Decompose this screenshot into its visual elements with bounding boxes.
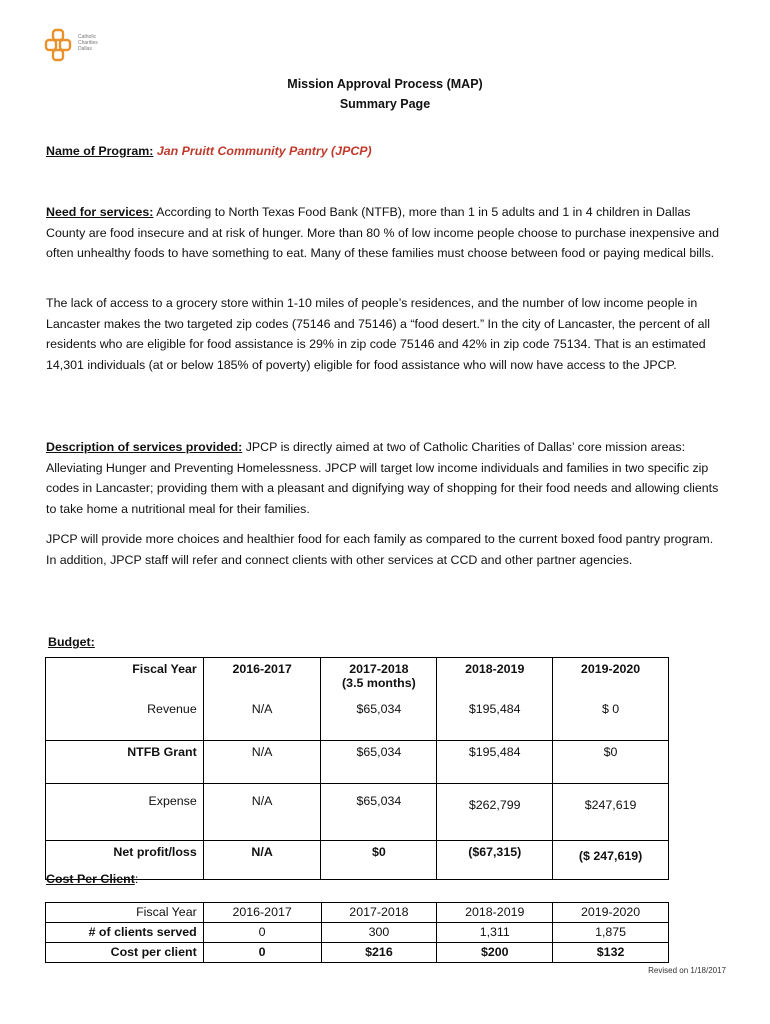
budget-year-3: 2018-2019 [437,658,553,699]
budget-table [45,657,669,880]
description-paragraph-1 [46,437,726,519]
budget-year-1: 2016-2017 [203,658,321,699]
budget-year-2: 2017-2018 (3.5 months) [321,658,437,699]
cost-heading: Cost Per Client: [46,872,139,886]
need-text-1: According to North Texas Food Bank (NTFB), more than 1 in 5 adults and 1 in 4 children in Dallas County are food insecure and at risk of hunger. More than 80 % of low income people choose to purchase inexpensive and often unhealthy foods to have something to eat. Many of these families must choose between food or paying medical bills. [46,205,719,261]
budget-fiscal-year-label: Fiscal Year [46,658,204,699]
budget-heading: Budget: [48,635,95,649]
table-row [46,658,669,699]
table-row: NTFB Grant N/A $65,034 $195,484 $0 [46,741,669,784]
table-row: Cost per client 0 $216 $200 $132 [46,943,669,963]
need-label: Need for services: [46,205,154,219]
cost-table [45,902,669,963]
logo-text: Catholic Charities Dallas [78,34,98,52]
table-row: Expense N/A $65,034 $262,799 $247,619 [46,784,669,841]
budget-year-4: 2019-2020 [553,658,669,699]
program-label: Name of Program: [46,144,154,158]
revised-date: Revised on 1/18/2017 [648,966,726,975]
program-name: Jan Pruitt Community Pantry (JPCP) [156,144,372,158]
page-title: Mission Approval Process (MAP) [287,77,483,91]
need-paragraph-2: The lack of access to a grocery store within 1-10 miles of people’s residences, and the number of low income people in Lancaster makes the two targeted zip codes (75146 and 75146) a “food desert.” In the city of Lancaster, the percent of all residents who are eligible for food assistance is 29% in zip code 75146 and 42% in zip code 75134. That is an estimated 14,301 individuals (at or below 185% of poverty) eligible for food assistance who will now have access to the JPCP. [46,296,710,372]
program-line [46,141,726,162]
table-row: Fiscal Year 2016-2017 2017-2018 2018-2019 2019-2020 [46,903,669,923]
description-text-1: JPCP is directly aimed at two of Catholic Charities of Dallas’ core mission areas: Alleviating Hunger and Preventing Homelessness. JPCP will target low income individuals and families in two specific zip codes in Lancaster; providing them with a pleasant and dignifying way of shopping for their food needs and allowing clients to take home a nutritional meal for their families. [46,440,719,516]
description-paragraph-2: JPCP will provide more choices and healthier food for each family as compared to the current boxed food pantry program. In addition, JPCP staff will refer and connect clients with other services at CCD and other partner agencies. [46,532,714,567]
table-row: Net profit/loss N/A $0 ($67,315) ($ 247,619) [46,841,669,880]
table-row: Revenue N/A $65,034 $195,484 $ 0 [46,698,669,741]
description-label: Description of services provided: [46,440,243,454]
need-paragraph-1 [46,202,726,264]
page-subtitle: Summary Page [339,97,431,111]
table-row: # of clients served 0 300 1,311 1,875 [46,923,669,943]
